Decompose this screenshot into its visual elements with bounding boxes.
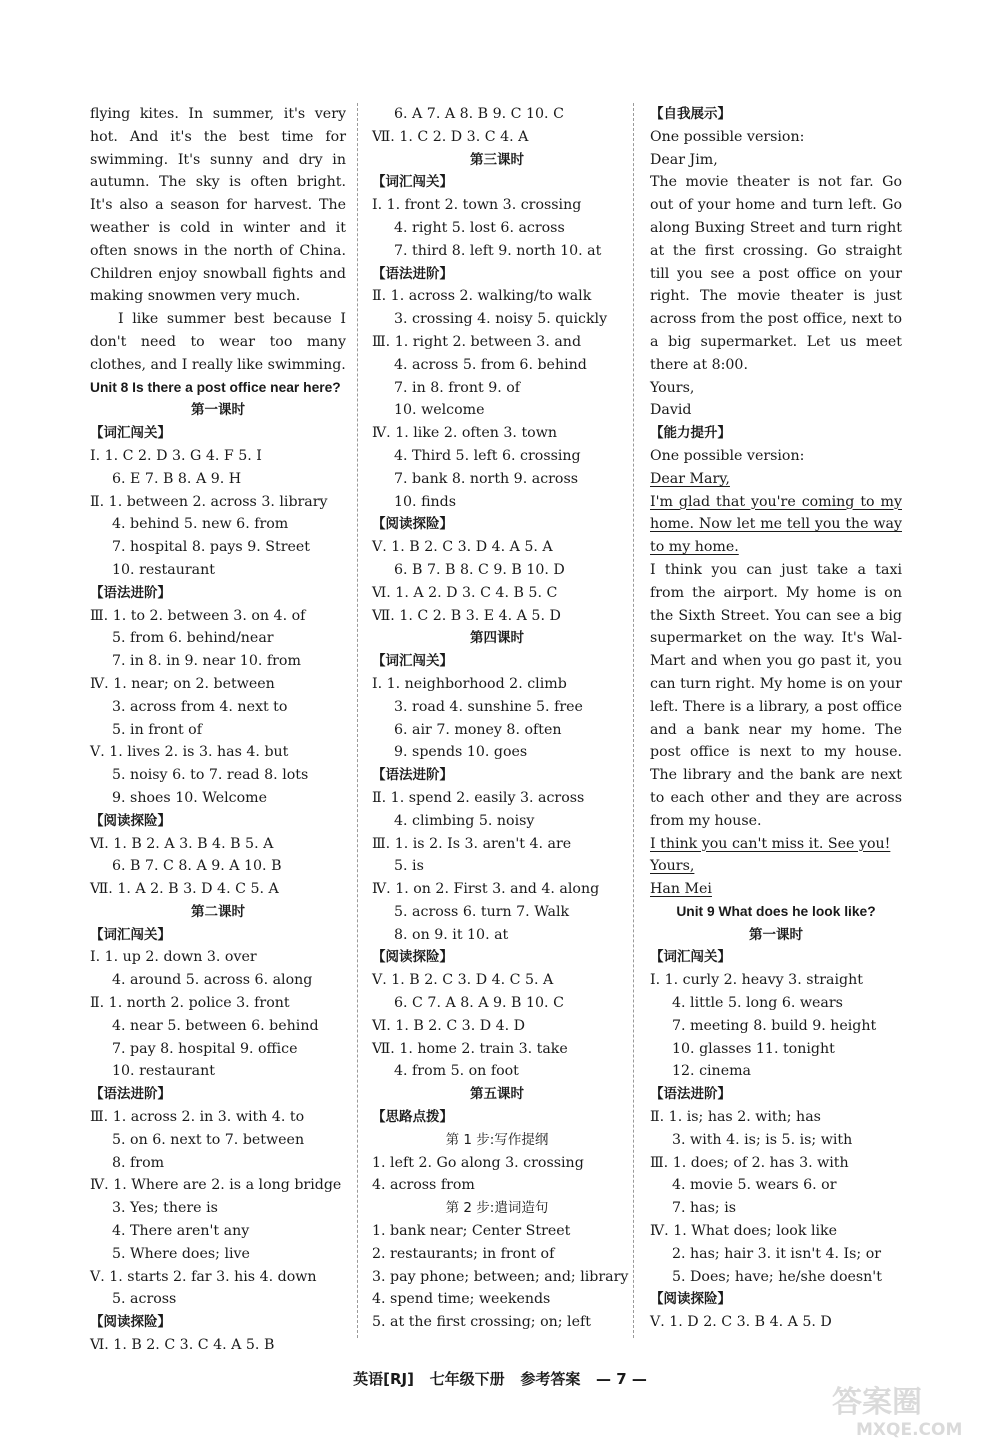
answer-line: 4. movie 5. wears 6. or [672, 1177, 837, 1194]
answer-line: Ⅰ. 1. up 2. down 3. over [90, 949, 257, 966]
answer-line: Ⅱ. 1. across 2. walking/to walk [372, 288, 592, 305]
answer-line: 5. noisy 6. to 7. read 8. lots [112, 767, 309, 784]
answer-line: Ⅰ. 1. C 2. D 3. G 4. F 5. I [90, 447, 262, 464]
footer-subject: 英语[RJ] [353, 1370, 414, 1388]
answer-line: 7. bank 8. north 9. across [394, 470, 579, 487]
answer-line: 3. pay phone; between; and; library [372, 1268, 629, 1285]
answer-line: 5. Does; have; he/she doesn't [672, 1268, 882, 1285]
answer-line: Ⅳ. 1. Where are 2. is a long bridge [90, 1177, 342, 1194]
answer-line: 4. near 5. between 6. behind [112, 1017, 319, 1034]
answer-line: 10. glasses 11. tonight [672, 1040, 835, 1057]
footer-grade: 七年级下册 [429, 1370, 505, 1388]
answer-line: 12. cinema [672, 1063, 752, 1080]
column-divider-1 [357, 103, 358, 1338]
lesson-heading: 第三课时 [470, 151, 524, 168]
answer-line: I think you can't miss it. See you! [650, 835, 891, 852]
lesson-heading: 第二课时 [191, 903, 245, 920]
answer-line: 4. little 5. long 6. wears [672, 995, 843, 1012]
section-heading: 【阅读探险】 [372, 516, 453, 533]
answer-line: Ⅲ. 1. across 2. in 3. with 4. to [90, 1109, 305, 1126]
section-heading: 【思路点拨】 [372, 1109, 453, 1126]
answer-line: 6. E 7. B 8. A 9. H [112, 470, 242, 487]
answer-line: Ⅵ. 1. B 2. A 3. B 4. B 5. A [90, 835, 274, 852]
answer-line: Ⅴ. 1. lives 2. is 3. has 4. but [90, 744, 289, 761]
answer-line: 5. Where does; live [112, 1245, 250, 1262]
answer-line: 3. road 4. sunshine 5. free [394, 698, 583, 715]
answer-line: Ⅲ. 1. right 2. between 3. and [372, 333, 582, 350]
section-heading: 【能力提升】 [650, 425, 731, 442]
answer-line: 10. restaurant [112, 561, 215, 578]
footer-title: 参考答案 [520, 1370, 581, 1388]
answer-line: 5. from 6. behind/near [112, 630, 274, 647]
section-heading: 【阅读探险】 [372, 949, 453, 966]
essay-paragraph: I think you can just take a taxi from the airport. My home is on the Sixth Street. You can see a big supermarket on the way. It's Wal-Mart and when you go past it, you can turn right. My home is on your left. There is a library, a post office and a bank near my home. The post office is next to my house. The library and the bank are next to each other and they are across from my house. [650, 561, 902, 829]
answer-line: One possible version: [650, 447, 805, 464]
answer-line: 6. air 7. money 8. often [394, 721, 562, 738]
answer-line: Ⅶ. 1. C 2. D 3. C 4. A [372, 128, 529, 145]
answer-line: 4. There aren't any [112, 1223, 250, 1240]
answer-line: 4. from 5. on foot [394, 1063, 519, 1080]
answer-line: Dear Mary, [650, 470, 730, 487]
section-heading: 【词汇闯关】 [650, 949, 731, 966]
answer-line: 5. across 6. turn 7. Walk [394, 903, 570, 920]
answer-line: 4. behind 5. new 6. from [112, 516, 289, 533]
watermark-url: MXQE.COM [856, 1420, 963, 1440]
answer-line: 5. is [394, 858, 424, 875]
lesson-heading: 第五课时 [470, 1086, 524, 1103]
answer-line: Ⅳ. 1. on 2. First 3. and 4. along [372, 881, 600, 898]
section-heading: 【语法进阶】 [650, 1086, 731, 1103]
answer-line: One possible version: [650, 128, 805, 145]
answer-line: 4. climbing 5. noisy [394, 812, 535, 829]
section-heading: 【语法进阶】 [90, 1086, 171, 1103]
column-divider-2 [633, 103, 634, 1338]
step-heading: 第 2 步:遣词造句 [445, 1200, 549, 1217]
section-heading: 【语法进阶】 [372, 767, 453, 784]
answer-line: 5. in front of [112, 721, 202, 738]
section-heading: 【语法进阶】 [90, 584, 171, 601]
answer-line: 7. pay 8. hospital 9. office [112, 1040, 298, 1057]
answer-line: 2. has; hair 3. it isn't 4. Is; or [672, 1245, 882, 1262]
answer-line: 10. restaurant [112, 1063, 215, 1080]
answer-line: Ⅱ. 1. is; has 2. with; has [650, 1109, 821, 1126]
section-heading: 【词汇闯关】 [372, 174, 453, 191]
answer-line: 5. across [112, 1291, 177, 1308]
answer-line: 10. finds [394, 493, 457, 510]
answer-line: Ⅵ. 1. A 2. D 3. C 4. B 5. C [372, 584, 558, 601]
section-heading: 【阅读探险】 [650, 1291, 731, 1308]
answer-line: Ⅳ. 1. What does; look like [650, 1223, 838, 1240]
answer-line: 4. right 5. lost 6. across [394, 219, 565, 236]
answer-line: 7. third 8. left 9. north 10. at [394, 242, 602, 259]
answer-line: Ⅲ. 1. to 2. between 3. on 4. of [90, 607, 306, 624]
answer-line: 5. at the first crossing; on; left [372, 1314, 591, 1331]
answer-line: 7. in 8. in 9. near 10. from [112, 653, 301, 670]
answer-line: Ⅱ. 1. spend 2. easily 3. across [372, 789, 585, 806]
answer-line: 1. bank near; Center Street [372, 1223, 571, 1240]
answer-line: 4. around 5. across 6. along [112, 972, 313, 989]
answer-line: Dear Jim, [650, 151, 718, 168]
section-heading: 【语法进阶】 [372, 265, 453, 282]
answer-line: 1. left 2. Go along 3. crossing [372, 1154, 584, 1171]
answer-line: 7. meeting 8. build 9. height [672, 1017, 877, 1034]
answer-line: 10. welcome [394, 402, 485, 419]
unit-title: Unit 9 What does he look like? [676, 903, 876, 919]
answer-line: 9. shoes 10. Welcome [112, 789, 267, 806]
answer-line: Ⅴ. 1. B 2. C 3. D 4. A 5. A [372, 539, 553, 556]
answer-line: 7. has; is [672, 1200, 737, 1217]
unit-title: Unit 8 Is there a post office near here? [90, 379, 341, 395]
answer-line: Ⅱ. 1. between 2. across 3. library [90, 493, 328, 510]
answer-line: Ⅵ. 1. B 2. C 3. D 4. D [372, 1017, 526, 1034]
answer-line: 7. hospital 8. pays 9. Street [112, 539, 310, 556]
answer-line: 3. crossing 4. noisy 5. quickly [394, 311, 608, 328]
answer-line: Ⅴ. 1. starts 2. far 3. his 4. down [90, 1268, 317, 1285]
answer-line: Ⅲ. 1. does; of 2. has 3. with [650, 1154, 849, 1171]
answer-line: Ⅳ. 1. like 2. often 3. town [372, 425, 557, 442]
answer-line: Ⅶ. 1. home 2. train 3. take [372, 1040, 568, 1057]
answer-line: 4. across 5. from 6. behind [394, 356, 587, 373]
answer-line: Ⅴ. 1. B 2. C 3. D 4. C 5. A [372, 972, 554, 989]
answer-line: 3. Yes; there is [112, 1200, 218, 1217]
answer-line: Ⅰ. 1. neighborhood 2. climb [372, 675, 567, 692]
answer-line: 7. in 8. front 9. of [394, 379, 521, 396]
column-2 [372, 103, 629, 1334]
answer-line: Ⅰ. 1. front 2. town 3. crossing [372, 197, 582, 214]
answer-line: 2. restaurants; in front of [372, 1245, 555, 1262]
section-heading: 【阅读探险】 [90, 812, 171, 829]
answer-line: Ⅲ. 1. is 2. Is 3. aren't 4. are [372, 835, 572, 852]
answer-line: Ⅳ. 1. near; on 2. between [90, 675, 275, 692]
answer-line: Ⅶ. 1. A 2. B 3. D 4. C 5. A [90, 881, 279, 898]
section-heading: 【词汇闯关】 [90, 425, 171, 442]
answer-line: 9. spends 10. goes [394, 744, 528, 761]
answer-line: 4. Third 5. left 6. crossing [394, 447, 581, 464]
section-heading: 【阅读探险】 [90, 1314, 171, 1331]
section-heading: 【词汇闯关】 [372, 653, 453, 670]
answer-line: 6. B 7. C 8. A 9. A 10. B [112, 858, 282, 875]
essay-paragraph: flying kites. In summer, it's very hot. And it's the best time for swimming. It's sunny and dry in autumn. The sky is often bright. It's also a season for harvest. The weather is cold in winter and it often snows in the north of China. Children enjoy snowball fights and making snowmen very much. [90, 106, 346, 305]
answer-line: Han Mei [650, 881, 712, 898]
answer-line: 6. B 7. B 8. C 9. B 10. D [394, 561, 565, 578]
answer-line: 4. across from [372, 1177, 475, 1194]
answer-line: Ⅱ. 1. north 2. police 3. front [90, 995, 290, 1012]
column-3 [650, 103, 902, 1334]
answer-line: Ⅶ. 1. C 2. B 3. E 4. A 5. D [372, 607, 561, 624]
lesson-heading: 第四课时 [470, 630, 524, 647]
answer-line: 4. spend time; weekends [372, 1291, 551, 1308]
lesson-heading: 第一课时 [749, 926, 803, 943]
section-heading: 【自我展示】 [650, 106, 731, 122]
section-heading: 【词汇闯关】 [90, 926, 171, 943]
column-1 [90, 103, 346, 1357]
answer-line: 6. C 7. A 8. A 9. B 10. C [394, 995, 564, 1012]
answer-line: 6. A 7. A 8. B 9. C 10. C [394, 106, 564, 122]
essay-paragraph: I like summer best because I don't need to wear too many clothes, and I really like swimming. [90, 311, 346, 373]
answer-line: Yours, [650, 858, 695, 875]
answer-line: 3. across from 4. next to [112, 698, 288, 715]
answer-line: 3. with 4. is; is 5. is; with [672, 1131, 853, 1148]
answer-line: 5. on 6. next to 7. between [112, 1131, 305, 1148]
answer-line: Ⅵ. 1. B 2. C 3. C 4. A 5. B [90, 1337, 275, 1354]
essay-paragraph: I'm glad that you're coming to my home. Now let me tell you the way to my home. [650, 493, 902, 556]
watermark-cn: 答案圈 [832, 1385, 922, 1420]
answer-line: 8. on 9. it 10. at [394, 926, 509, 943]
answer-line: Ⅰ. 1. curly 2. heavy 3. straight [650, 972, 863, 989]
answer-line: 8. from [112, 1154, 165, 1171]
answer-line: David [650, 402, 692, 419]
essay-paragraph: The movie theater is not far. Go out of your home and turn left. Go along Buxing Street and turn right at the first crossing. Go straight till you see a post office on your right. The movie theater is just across from the post office, next to a big supermarket. Let us meet there at 8:00. [650, 174, 902, 373]
page-number: — 7 — [596, 1370, 647, 1388]
step-heading: 第 1 步:写作提纲 [445, 1131, 549, 1148]
answer-line: Yours, [650, 379, 695, 396]
watermark-logo [826, 1378, 986, 1440]
lesson-heading: 第一课时 [191, 402, 245, 419]
answer-line: Ⅴ. 1. D 2. C 3. B 4. A 5. D [650, 1314, 832, 1331]
